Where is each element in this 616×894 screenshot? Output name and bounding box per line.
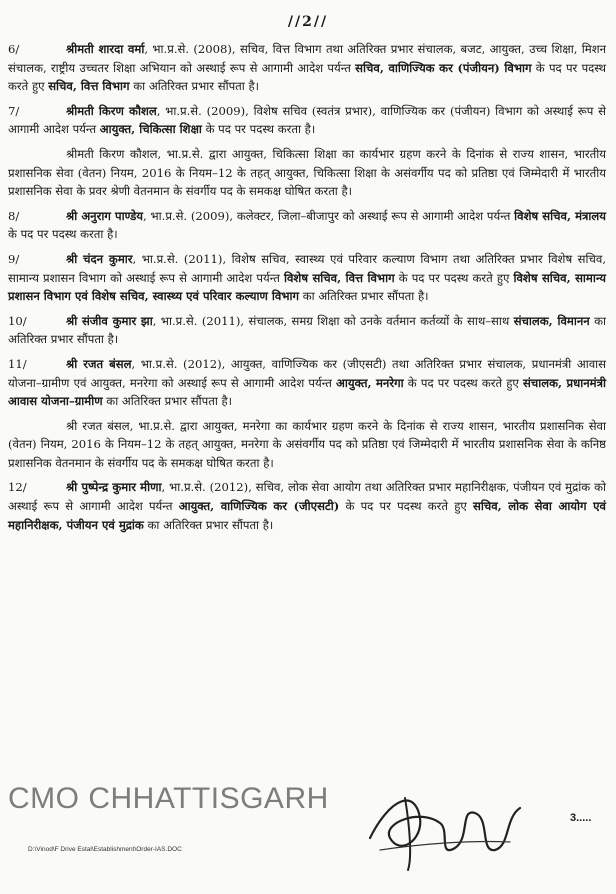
bold-text: संचालक, विमानन	[513, 313, 590, 328]
bold-text: विशेष सचिव, सामान्य प्रशासन विभाग एवं विशेष सचिव, स्वास्थ्य एवं परिवार कल्याण विभाग	[8, 270, 607, 304]
body-text: का अतिरिक्त प्रभार सौंपता है।	[143, 517, 274, 532]
watermark-cmo-chhattisgarh: CMO CHHATTISGARH	[8, 782, 329, 815]
bold-text: श्री चंदन कुमार	[66, 251, 133, 266]
paragraph-number: 8/	[8, 208, 20, 223]
body-text: , भा.प्र.से. (2012), आयुक्त, वाणिज्यिक कर (जीएसटी) तथा अतिरिक्त प्रभार संचालक, प्रधानमंत्री आवास योजना–ग्रामीण एवं आयुक्त, मनरेगा को अस्थाई रूप से आगामी आदेश पर्यन्त	[8, 356, 606, 390]
body-text: का अतिरिक्त प्रभार सौंपता है।	[8, 313, 607, 347]
bold-text: विशेष सचिव, मंत्रालय	[514, 208, 607, 223]
body-text: के पद पर पदस्थ करते हुए	[8, 60, 606, 94]
bold-text: आयुक्त, वाणिज्यिक कर (जीएसटी)	[178, 499, 340, 514]
body-text: के पद पर पदस्थ करते हुए	[394, 270, 514, 285]
paragraph-10	[8, 312, 606, 349]
body-text: के पद पर पदस्थ करता है।	[201, 122, 316, 137]
paragraph-9	[8, 250, 606, 306]
paragraph-number: 12/	[8, 480, 27, 495]
bold-text: श्रीमती शारदा वर्मा	[66, 42, 145, 56]
handwritten-signature	[360, 778, 530, 874]
body-text: के पद पर पदस्थ करते हुए	[339, 499, 473, 514]
footer-file-path: D:\Vinod\F Drive Estal\Establishment\Order-IAS.DOC	[28, 846, 182, 853]
order-body	[8, 40, 606, 540]
body-text: , भा.प्र.से. (2009), विशेष सचिव (स्वतंत्र प्रभार), वाणिज्यिक कर (पंजीयन) विभाग को अस्थाई रूप से आगामी आदेश पर्यन्त	[8, 103, 606, 137]
paragraph-number: 6/	[8, 42, 20, 56]
bold-text: सचिव, वाणिज्यिक कर (पंजीयन) विभाग	[355, 60, 532, 75]
bold-text: सचिव, वित्त विभाग	[48, 79, 130, 94]
paragraph-number: 10/	[8, 313, 27, 328]
page-number: //2//	[287, 14, 329, 30]
bold-text: आयुक्त, मनरेगा	[336, 375, 404, 390]
paragraph-note-7	[8, 417, 606, 473]
body-text: का अतिरिक्त प्रभार सौंपता है।	[102, 394, 233, 409]
body-text: श्री रजत बंसल, भा.प्र.से. द्वारा आयुक्त, मनरेगा का कार्यभार ग्रहण करने के दिनांक से राज्य शासन, भारतीय प्रशासनिक सेवा (वेतन) नियम, 2016 के नियम–12 के तहत् आयुक्त, मनरेगा के असंवर्गीय पद को प्रतिष्ठा एवं जिम्मेदारी में भारतीय प्रशासनिक सेवा के कनिष्ठ प्रशासनिक वेतनमान के संवर्गीय पद के समकक्ष घोषित करता है।	[8, 418, 606, 470]
body-text: के पद पर पदस्थ करते हुए	[403, 375, 523, 390]
body-text: के पद पर पदस्थ करता है।	[8, 227, 118, 242]
paragraph-number: 11/	[8, 356, 27, 371]
next-page-marker: 3.....	[570, 812, 592, 824]
bold-text: सचिव, लोक सेवा आयोग एवं महानिरीक्षक, पंजीयन एवं मुद्रांक	[8, 499, 606, 532]
body-text: श्रीमती किरण कौशल, भा.प्र.से. द्वारा आयुक्त, चिकित्सा शिक्षा का कार्यभार ग्रहण करने के दिनांक से राज्य शासन, भारतीय प्रशासनिक सेवा (वेतन) नियम, 2016 के नियम–12 के तहत् आयुक्त, चिकित्सा शिक्षा के असंवर्गीय पद को प्रतिष्ठा एवं जिम्मेदारी में भारतीय प्रशासनिक सेवा के प्रवर श्रेणी वेतनमान के संवर्गीय पद के समकक्ष घोषित करता है।	[8, 146, 606, 199]
bold-text: श्री अनुराग पाण्डेय	[66, 208, 144, 223]
paragraph-6	[8, 40, 606, 96]
body-text: , भा.प्र.से. (2011), संचालक, समग्र शिक्षा को उनके वर्तमान कर्तव्यों के साथ–साथ	[152, 313, 514, 328]
bold-text: आयुक्त, चिकित्सा शिक्षा	[99, 122, 202, 137]
body-text: , भा.प्र.से. (2008), सचिव, वित्त विभाग तथा अतिरिक्त प्रभार संचालक, बजट, आयुक्त, उच्च शिक्षा, मिशन संचालक, राष्ट्रीय उच्चतर शिक्षा अभियान को अस्थाई रूप से आगामी आदेश पर्यन्त	[8, 42, 607, 75]
bold-text: श्री संजीव कुमार झा	[66, 313, 153, 328]
paragraph-7	[8, 102, 606, 139]
bold-text: श्री पुष्पेन्द्र कुमार मीणा	[66, 480, 162, 495]
bold-text: श्रीमती किरण कौशल	[66, 103, 157, 118]
paragraph-8	[8, 207, 606, 244]
paragraph-note-2	[8, 145, 606, 201]
paragraph-12	[8, 478, 606, 534]
body-text: , भा.प्र.से. (2009), कलेक्टर, जिला–बीजापुर को अस्थाई रूप से आगामी आदेश पर्यन्त	[143, 208, 515, 223]
body-text: का अतिरिक्त प्रभार सौंपता है।	[129, 79, 260, 94]
body-text: , भा.प्र.से. (2011), विशेष सचिव, स्वास्थ्य एवं परिवार कल्याण विभाग तथा अतिरिक्त प्रभार विशेष सचिव, सामान्य प्रशासन विभाग को अस्थाई रूप से आगामी आदेश पर्यन्त	[8, 251, 607, 285]
paragraph-number: 9/	[8, 251, 20, 266]
paragraph-number: 7/	[8, 103, 20, 118]
bold-text: श्री रजत बंसल	[66, 356, 132, 371]
paragraph-11	[8, 355, 606, 411]
body-text: का अतिरिक्त प्रभार सौंपता है।	[299, 289, 429, 304]
bold-text: विशेष सचिव, वित्त विभाग	[283, 270, 395, 285]
body-text: , भा.प्र.से. (2012), सचिव, लोक सेवा आयोग तथा अतिरिक्त प्रभार महानिरीक्षक, पंजीयन एवं मुद्रांक को अस्थाई रूप से आगामी आदेश पर्यन्त	[8, 480, 606, 514]
bold-text: संचालक, प्रधानमंत्री आवास योजना–ग्रामीण	[8, 375, 607, 409]
